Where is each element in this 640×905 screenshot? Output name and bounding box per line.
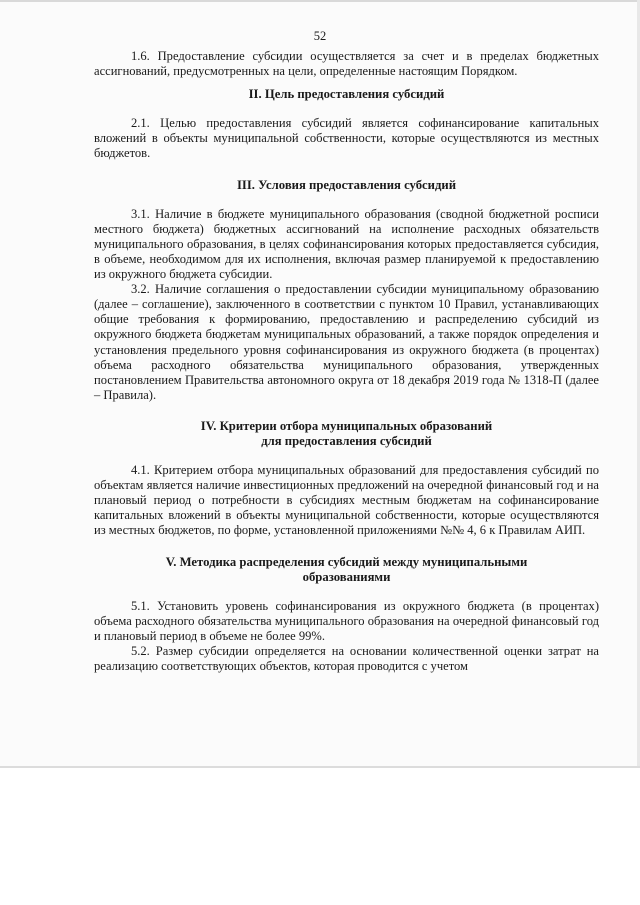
paragraph-5-2: 5.2. Размер субсидии определяется на основании количественной оценки затрат на реализацию соответствующих объектов, которая проводится с учетом: [94, 644, 599, 674]
section-heading-5: [94, 555, 599, 585]
paragraph-1-6: 1.6. Предоставление субсидии осуществляется за счет и в пределах бюджетных ассигнований, предусмотренных на цели, определенные настоящим Порядком.: [94, 49, 599, 79]
section-heading-4-line-1: IV. Критерии отбора муниципальных образований: [200, 418, 493, 433]
scan-bottom-edge: [0, 766, 640, 768]
section-heading-5-line-2: образованиями: [302, 569, 391, 584]
section-heading-4: [94, 419, 599, 449]
paragraph-2-1: 2.1. Целью предоставления субсидий является софинансирование капитальных вложений в объекты муниципальной собственности, которые осуществляются из местных бюджетов.: [94, 116, 599, 161]
section-heading-3: III. Условия предоставления субсидий: [236, 177, 457, 192]
section-heading-2: II. Цель предоставления субсидий: [248, 87, 445, 102]
paragraph-4-1: 4.1. Критерием отбора муниципальных образований для предоставления субсидий по объектам является наличие инвестиционных предложений на очередной финансовый год и на плановый период о потребности в субсидиях местным бюджетам на софинансирование капитальных вложений в объекты муниципальной собственности, которые осуществляются из местных бюджетов, по форме, установленной приложениями №№ 4, 6 к Правилам АИП.: [94, 463, 599, 538]
paragraph-5-1: 5.1. Установить уровень софинансирования из окружного бюджета (в процентах) объема расходного обязательства муниципального образования на очередной финансовый год и плановый период в объеме не более 99%.: [94, 598, 599, 643]
section-heading-4-line-2: для предоставления субсидий: [261, 433, 432, 448]
section-heading-5-line-1: V. Методика распределения субсидий между муниципальными: [165, 554, 528, 569]
scan-top-edge: [0, 0, 640, 2]
document-body: [94, 49, 599, 674]
paragraph-3-1: 3.1. Наличие в бюджете муниципального образования (сводной бюджетной росписи местного бюджета) бюджетных ассигнований на исполнение расходных обязательств муниципального образования, в целях софинансирования которых предоставляется субсидия, в объеме, необходимом для их исполнения, включая размер планируемой к предоставлению из окружного бюджета субсидии.: [94, 206, 599, 282]
paragraph-3-2: 3.2. Наличие соглашения о предоставлении субсидии муниципальному образованию (далее – соглашение), заключенного в соответствии с пунктом 10 Правил, устанавливающих общие требования к формированию, предоставлению и распределению субсидий из окружного бюджета бюджетам муниципальных образований, а также порядок определения и установления предельного уровня софинансирования из окружного бюджета (в процентах) объема расходного обязательства муниципального образования, утвержденных постановлением Правительства автономного округа от 18 декабря 2019 года № 1318-П (далее – Правила).: [94, 282, 599, 402]
page-number: 52: [313, 29, 327, 43]
